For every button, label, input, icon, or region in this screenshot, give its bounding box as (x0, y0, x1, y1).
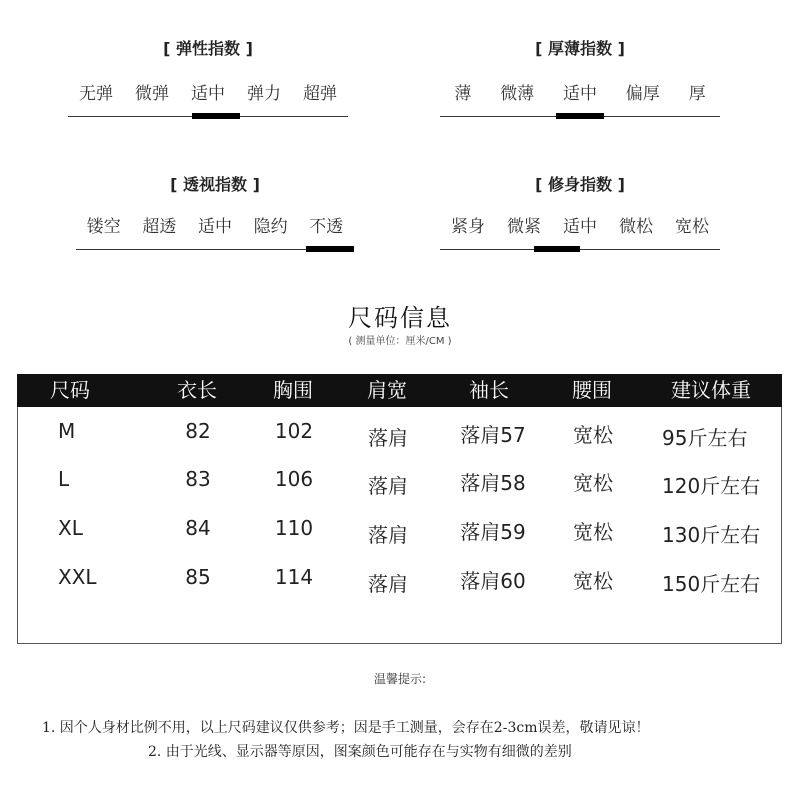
option: 微薄 (500, 84, 535, 104)
length-cell: 83 (185, 467, 211, 491)
transparency-index-options (76, 212, 354, 237)
size-cell: M (58, 419, 76, 443)
column-header: 胸围 (273, 378, 313, 402)
option: 微弹 (135, 84, 169, 104)
weight-cell: 95斤左右 (662, 426, 748, 450)
fit-index-title: [ 修身指数 ] (535, 175, 625, 194)
weight-cell: 120斤左右 (662, 474, 761, 498)
option: 适中 (197, 217, 232, 237)
waist-cell: 宽松 (573, 520, 613, 544)
transparency-index (76, 172, 354, 257)
column-header: 建议体重 (671, 378, 751, 402)
shoulder-cell: 落肩 (368, 523, 408, 547)
column-header: 肩宽 (367, 378, 407, 402)
tip-line-2: 2. 由于光线、显示器等原因，图案颜色可能存在与实物有细微的差别 (148, 744, 572, 760)
waist-cell: 宽松 (573, 423, 613, 447)
column-header: 尺码 (50, 378, 90, 402)
column-header: 衣长 (177, 378, 217, 402)
column-header: 袖长 (469, 378, 509, 402)
option: 镂空 (86, 217, 121, 237)
weight-cell: 130斤左右 (662, 523, 761, 547)
selected-marker (556, 113, 604, 119)
option: 厚 (688, 84, 706, 104)
table-header (17, 374, 782, 407)
size-cell: XXL (58, 565, 97, 589)
chest-cell: 106 (274, 467, 314, 491)
waist-cell: 宽松 (573, 471, 613, 495)
sleeve-cell: 落肩57 (460, 423, 526, 447)
chest-cell: 110 (274, 516, 314, 540)
option: 不透 (309, 217, 344, 237)
size-info-title: 尺码信息 (348, 304, 452, 332)
selected-marker (534, 246, 580, 252)
option: 无弹 (79, 84, 113, 104)
option: 宽松 (675, 217, 709, 237)
shoulder-cell: 落肩 (368, 426, 408, 450)
tips-title: 温馨提示: (373, 672, 427, 686)
option: 超透 (142, 217, 177, 237)
thickness-index-title: [ 厚薄指数 ] (535, 39, 625, 58)
fit-index-options (440, 212, 720, 237)
length-cell: 85 (185, 565, 211, 589)
weight-cell: 150斤左右 (662, 572, 761, 596)
length-cell: 82 (185, 419, 211, 443)
sleeve-cell: 落肩60 (460, 569, 526, 593)
elasticity-index-title: [ 弹性指数 ] (163, 39, 253, 58)
tip-line-1: 1. 因个人身材比例不用，以上尺码建议仅供参考；因是手工测量，会存在2-3cm误差，敬请见谅！ (42, 720, 650, 736)
chest-cell: 114 (274, 565, 314, 589)
waist-cell: 宽松 (573, 569, 613, 593)
option: 薄 (454, 84, 472, 104)
option: 超弹 (303, 84, 337, 104)
option: 弹力 (247, 84, 281, 104)
column-header: 腰围 (572, 378, 612, 402)
transparency-index-title: [ 透视指数 ] (170, 175, 260, 194)
thickness-index (440, 36, 720, 121)
size-cell: XL (58, 516, 83, 540)
thickness-index-options (440, 79, 720, 104)
selected-marker (306, 246, 354, 252)
option: 紧身 (451, 217, 485, 237)
selected-marker (192, 113, 240, 119)
fit-index (440, 172, 720, 257)
chest-cell: 102 (274, 419, 314, 443)
size-table (17, 374, 782, 644)
option: 微松 (619, 217, 653, 237)
index-scale-line (440, 249, 720, 250)
shoulder-cell: 落肩 (368, 572, 408, 596)
option: 适中 (563, 217, 597, 237)
unit-note: ( 测量单位：厘米/CM ) (348, 336, 452, 347)
size-cell: L (58, 467, 70, 491)
option: 隐约 (253, 217, 288, 237)
option: 适中 (562, 84, 597, 104)
sleeve-cell: 落肩58 (460, 471, 526, 495)
elasticity-index-options (68, 79, 348, 104)
option: 微紧 (507, 217, 541, 237)
elasticity-index (68, 36, 348, 121)
shoulder-cell: 落肩 (368, 474, 408, 498)
sleeve-cell: 落肩59 (460, 520, 526, 544)
length-cell: 84 (185, 516, 211, 540)
option: 偏厚 (625, 84, 660, 104)
option: 适中 (191, 84, 225, 104)
